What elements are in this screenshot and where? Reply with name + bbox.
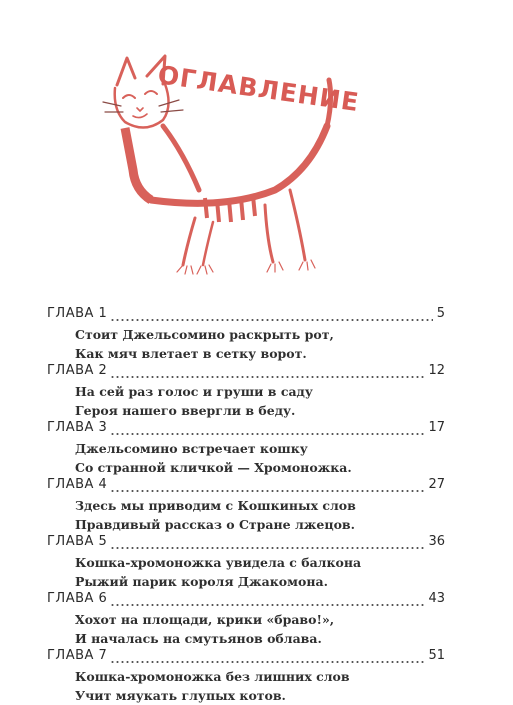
chapter-title: ГЛАВА 2 <box>47 363 108 378</box>
chapter-summary-line: Джельсомино встречает кошку <box>75 441 308 456</box>
dot-leader <box>110 319 432 321</box>
toc-heading: ОГЛАВЛЕНИЕ <box>155 60 362 118</box>
chapter-summary-line: Кошка-хромоножка увидела с балкона <box>75 555 362 570</box>
toc-entry[interactable] <box>47 477 445 534</box>
chapter-summary-line: Героя нашего ввергли в беду. <box>75 403 296 418</box>
dot-leader <box>110 547 424 549</box>
chapter-summary-line: Как мяч влетает в сетку ворот. <box>75 346 307 361</box>
chapter-summary-line: Правдивый рассказ о Стране лжецов. <box>75 517 355 532</box>
dot-leader <box>110 661 424 663</box>
chapter-summary-line: Рыжий парик короля Джакомона. <box>75 574 328 589</box>
chapter-title: ГЛАВА 7 <box>47 648 108 663</box>
chapter-summary-line: Стоит Джельсомино раскрыть рот, <box>75 327 334 342</box>
toc-entry[interactable] <box>47 591 445 648</box>
chapter-title: ГЛАВА 5 <box>47 534 108 549</box>
toc-entry[interactable] <box>47 306 445 363</box>
page-number: 51 <box>428 648 445 663</box>
dot-leader <box>110 604 424 606</box>
chapter-title: ГЛАВА 3 <box>47 420 108 435</box>
page-number: 43 <box>428 591 445 606</box>
toc-entry[interactable] <box>47 534 445 591</box>
chapter-summary-line: Учит мяукать глупых котов. <box>75 688 286 703</box>
chapter-summary-line: Хохот на площади, крики «браво!», <box>75 612 335 627</box>
page-number: 12 <box>428 363 445 378</box>
chapter-summary-line: Здесь мы приводим с Кошкиных слов <box>75 498 356 513</box>
chapter-title: ГЛАВА 6 <box>47 591 108 606</box>
dot-leader <box>110 490 424 492</box>
chapter-summary-line: Кошка-хромоножка без лишних слов <box>75 669 350 684</box>
toc-entry[interactable] <box>47 420 445 477</box>
chapter-summary-line: И началась на смутьянов облава. <box>75 631 322 646</box>
table-of-contents <box>47 306 445 705</box>
dot-leader <box>110 433 424 435</box>
page-number: 5 <box>436 306 445 321</box>
chapter-summary-line: Со странной кличкой — Хромоножка. <box>75 460 352 475</box>
toc-entry[interactable] <box>47 363 445 420</box>
chapter-summary-line: На сей раз голос и груши в саду <box>75 384 313 399</box>
chapter-title: ГЛАВА 1 <box>47 306 108 321</box>
chapter-title: ГЛАВА 4 <box>47 477 108 492</box>
page-number: 27 <box>428 477 445 492</box>
page-number: 17 <box>428 420 445 435</box>
page-number: 36 <box>428 534 445 549</box>
toc-entry[interactable] <box>47 648 445 705</box>
dot-leader <box>110 376 424 378</box>
